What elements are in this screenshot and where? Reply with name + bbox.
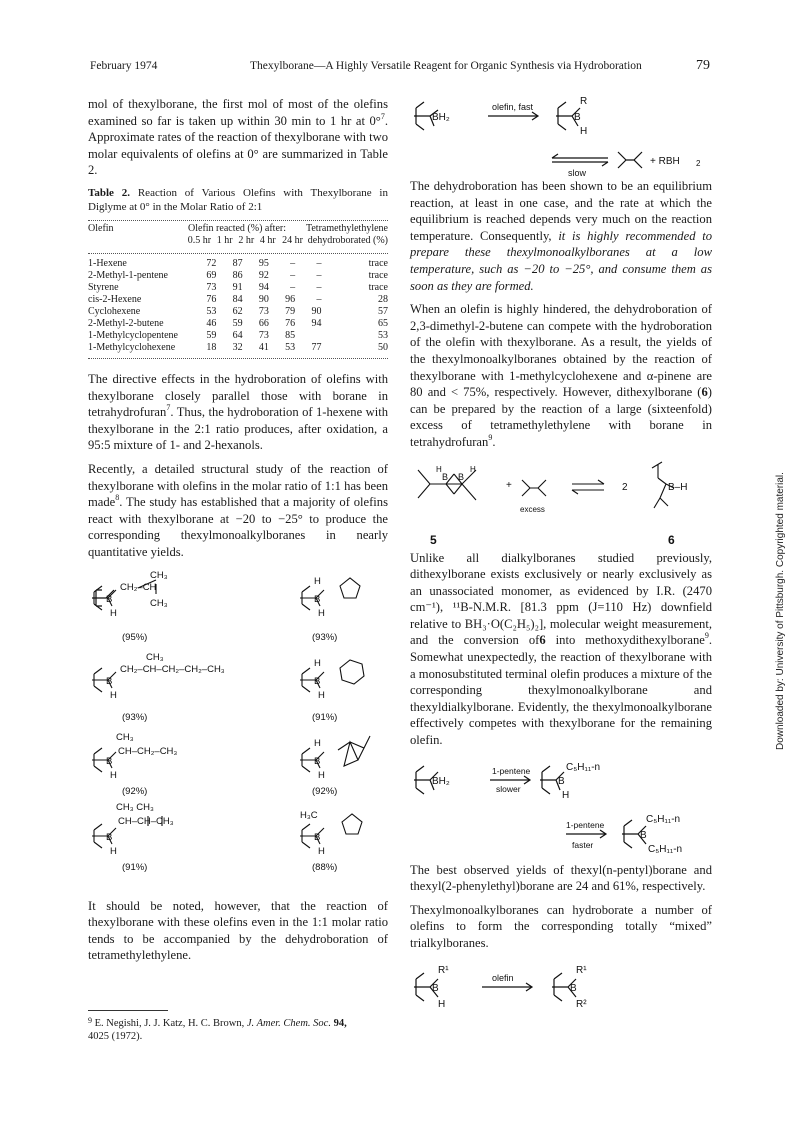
paragraph: The dehydroboration has been shown to be an equilibrium reaction, at least in one case, and the rate at which the equilibrium is reached depends very much on the reaction temperature. Consequently, it is highly recommended to prepare these thexylmonoalkylboranes at a low temperature, such as −20 to −25°, and consume them as soon as they are formed. xyxy=(410,179,712,293)
svg-text:CH₂–CH: CH₂–CH xyxy=(120,581,157,593)
results-table: Olefin Olefin reacted (%) after: Tetramethylethylene dehydroborated (%) 0.5 hr 1 hr 2 hr 4 hr 24 hr xyxy=(88,222,388,246)
svg-text:faster: faster xyxy=(572,839,594,850)
svg-text:H: H xyxy=(110,607,117,619)
svg-text:B: B xyxy=(314,755,321,767)
svg-text:BH₂: BH₂ xyxy=(432,775,450,787)
thexylmonoalkylborane-structures xyxy=(88,568,388,898)
table-body xyxy=(88,258,388,354)
svg-text:(88%): (88%) xyxy=(312,861,338,873)
svg-text:CH₃: CH₃ xyxy=(150,597,168,609)
svg-text:+ RBH: + RBH xyxy=(650,156,680,167)
paragraph: Recently, a detailed structural study of the reaction of thexylborane with olefins in the molar ratio of 1:1 has been made$^8$. The study has established that a majority of olefins react with thexylborane at −20 to −25° to produce the corresponding thexylmonoalkylboranes in nearly quantitative yields. xyxy=(88,461,388,559)
footnote: $^9$ E. Negishi, J. J. Katz, H. C. Brown, J. Amer. Chem. Soc. 94, 4025 (1972). xyxy=(88,1010,388,1043)
svg-text:H: H xyxy=(318,845,325,857)
svg-text:H: H xyxy=(314,737,321,749)
svg-text:CH₃: CH₃ xyxy=(150,569,168,581)
svg-text:H: H xyxy=(438,998,446,1010)
svg-text:CH–CH–CH₃: CH–CH–CH₃ xyxy=(118,815,174,827)
svg-text:H: H xyxy=(580,126,588,137)
table-row: 1-Methylcyclohexene 18 32 41 53 77 50 xyxy=(88,341,388,353)
paragraph: When an olefin is highly hindered, the dehydroboration of 2,3-dimethyl-2-butene can compete with the hydroboration of the olefin with thexylborane. As a result, the yields of the thexylmonoalkylboranes obtained by the reaction of thexylborane with 1-methylcyclohexene and α-pinene are 80 and < 75%, respectively. However, dithexylborane (6) can be prepared by the reaction of a large (sixteenfold) excess of tetramethylethylene with borane in tetrahydrofuran$^9$. xyxy=(410,302,712,449)
svg-text:(91%): (91%) xyxy=(122,861,148,873)
dehydroboration-scheme xyxy=(410,96,712,178)
svg-text:C₅H₁₁-n: C₅H₁₁-n xyxy=(648,843,683,855)
svg-text:R¹: R¹ xyxy=(438,964,449,976)
svg-text:H: H xyxy=(314,575,321,587)
page-number: 79 xyxy=(696,58,710,73)
svg-text:H: H xyxy=(110,769,117,781)
svg-text:H: H xyxy=(562,789,570,801)
svg-text:H: H xyxy=(318,607,325,619)
table-row: Styrene 73 91 94 – – trace xyxy=(88,281,388,293)
page-header xyxy=(90,60,710,80)
svg-text:+: + xyxy=(506,479,512,491)
table-row: 1-Methylcyclopentene 59 64 73 85 53 xyxy=(88,329,388,341)
dithexylborane-scheme xyxy=(410,458,712,550)
svg-text:R¹: R¹ xyxy=(576,964,587,976)
table-header-row: Olefin Olefin reacted (%) after: Tetramethylethylene dehydroborated (%) xyxy=(88,222,388,246)
svg-text:B: B xyxy=(106,593,113,605)
svg-text:B: B xyxy=(314,675,321,687)
svg-text:CH–CH₂–CH₃: CH–CH₂–CH₃ xyxy=(118,745,178,757)
svg-text:BH₂: BH₂ xyxy=(432,112,450,123)
svg-text:B: B xyxy=(106,755,113,767)
svg-text:H: H xyxy=(314,657,321,669)
svg-text:CH₂–CH–CH₂–CH₂–CH₃: CH₂–CH–CH₂–CH₂–CH₃ xyxy=(120,663,225,675)
svg-text:H: H xyxy=(436,464,442,474)
svg-text:B: B xyxy=(106,675,113,687)
paragraph: Thexylmonoalkylboranes can hydroborate a number of olefins to form the corresponding totally “mixed” trialkylboranes. xyxy=(410,902,712,950)
svg-text:2: 2 xyxy=(696,159,701,168)
svg-text:B: B xyxy=(442,471,449,482)
svg-text:slower: slower xyxy=(496,783,521,794)
table-row: Cyclohexene 53 62 73 79 90 57 xyxy=(88,305,388,317)
paragraph: The directive effects in the hydroboration of olefins with thexylborane closely parallel those with borane in tetrahydrofuran$^7$. Thus, the hydroboration of 1-hexene with thexylborane in the 2:1 ratio produces, after oxidation, a 95:5 mixture of 1- and 2-hexanols. xyxy=(88,371,388,453)
paragraph: It should be noted, however, that the reaction of thexylborane with these olefins even in the 1:1 molar ratio tends to be accompanied by the dehydroboration of tetramethylethylene. xyxy=(88,898,388,963)
svg-text:(92%): (92%) xyxy=(312,785,338,797)
svg-text:B: B xyxy=(314,593,321,605)
table-row: 2-Methyl-1-pentene 69 86 92 – – trace xyxy=(88,269,388,281)
svg-text:olefin: olefin xyxy=(492,972,514,983)
table-row: 1-Hexene 72 87 95 – – trace xyxy=(88,257,388,269)
svg-text:5: 5 xyxy=(430,532,437,547)
svg-text:olefin, fast: olefin, fast xyxy=(492,102,534,112)
svg-text:2: 2 xyxy=(622,481,628,493)
svg-text:CH₃ CH₃: CH₃ CH₃ xyxy=(116,801,154,813)
svg-text:6: 6 xyxy=(668,532,675,547)
svg-text:B: B xyxy=(314,831,321,843)
download-watermark: Downloaded by: University of Pittsburgh. Copyrighted material. xyxy=(775,472,786,750)
header-date: February 1974 xyxy=(90,60,158,72)
pentene-scheme xyxy=(410,756,712,862)
svg-text:CH₃: CH₃ xyxy=(146,651,164,663)
svg-text:H: H xyxy=(318,689,325,701)
svg-text:B: B xyxy=(458,471,465,482)
svg-text:B: B xyxy=(570,982,577,994)
svg-text:(95%): (95%) xyxy=(122,631,148,643)
table-row: 2-Methyl-2-butene 46 59 66 76 94 65 xyxy=(88,317,388,329)
svg-text:CH₃: CH₃ xyxy=(116,731,134,743)
svg-text:B: B xyxy=(574,112,581,123)
paragraph: The best observed yields of thexyl(n-pentyl)borane and thexyl(2-phenylethyl)borane are 24 and 61%, respectively. xyxy=(410,862,712,894)
svg-text:(93%): (93%) xyxy=(122,711,148,723)
table-caption: Table 2. Reaction of Various Olefins with Thexylborane in Diglyme at 0° in the Molar Ratio of 2:1 xyxy=(88,186,388,213)
trialkylborane-scheme xyxy=(410,959,712,1015)
svg-text:H: H xyxy=(470,464,476,474)
svg-text:H: H xyxy=(318,769,325,781)
svg-text:H: H xyxy=(110,845,117,857)
header-title: Thexylborane—A Highly Versatile Reagent for Organic Synthesis via Hydroboration xyxy=(250,60,642,72)
left-column xyxy=(88,96,388,971)
paragraph: Unlike all dialkylboranes studied previously, dithexylborane exists exclusively or nearly exclusively as an unassociated monomer, as evidenced by I.R. (2470 cm⁻¹), ¹¹B-N.M.R. [81.3 ppm (J=110 Hz) downfield relative to BH₃·O(C₂H₅)₂], molecular weight measurement, and the conversion of6 into methoxydithexylborane$^9$. Somewhat unexpectedly, the reaction of thexylborane with a monosubstituted terminal olefin produces a mixture of the corresponding thexylmonoalkylborane and thexyldialkylborane. Evidently, the thexylmonoalkylborane effectively competes with thexylborane for the remaining olefin. xyxy=(410,550,713,748)
right-column xyxy=(410,96,712,1015)
svg-text:H: H xyxy=(110,689,117,701)
svg-text:1-pentene: 1-pentene xyxy=(566,819,605,830)
svg-text:C₅H₁₁-n: C₅H₁₁-n xyxy=(566,761,601,773)
svg-text:C₅H₁₁-n: C₅H₁₁-n xyxy=(646,813,681,825)
svg-text:(92%): (92%) xyxy=(122,785,148,797)
svg-text:slow: slow xyxy=(568,168,587,178)
paragraph: mol of thexylborane, the first mol of most of the olefins examined so far is taken up within 30 min to 1 hr at 0°$^7$. Approximate rates of the reaction of thexylborane with two molar equivalents of olefins at 0° are summarized in Table 2. xyxy=(88,97,388,178)
svg-text:(91%): (91%) xyxy=(312,711,338,723)
svg-text:H₃C: H₃C xyxy=(300,809,318,821)
svg-text:B: B xyxy=(432,982,439,994)
svg-text:B: B xyxy=(106,831,113,843)
svg-text:excess: excess xyxy=(520,504,545,514)
svg-text:B: B xyxy=(640,829,647,841)
table-row: cis-2-Hexene 76 84 90 96 – 28 xyxy=(88,293,388,305)
svg-text:R²: R² xyxy=(576,998,587,1010)
svg-text:1-pentene: 1-pentene xyxy=(492,765,531,776)
svg-text:B–H: B–H xyxy=(668,481,688,493)
svg-text:R: R xyxy=(580,96,588,107)
svg-text:(93%): (93%) xyxy=(312,631,338,643)
svg-text:B: B xyxy=(558,775,565,787)
